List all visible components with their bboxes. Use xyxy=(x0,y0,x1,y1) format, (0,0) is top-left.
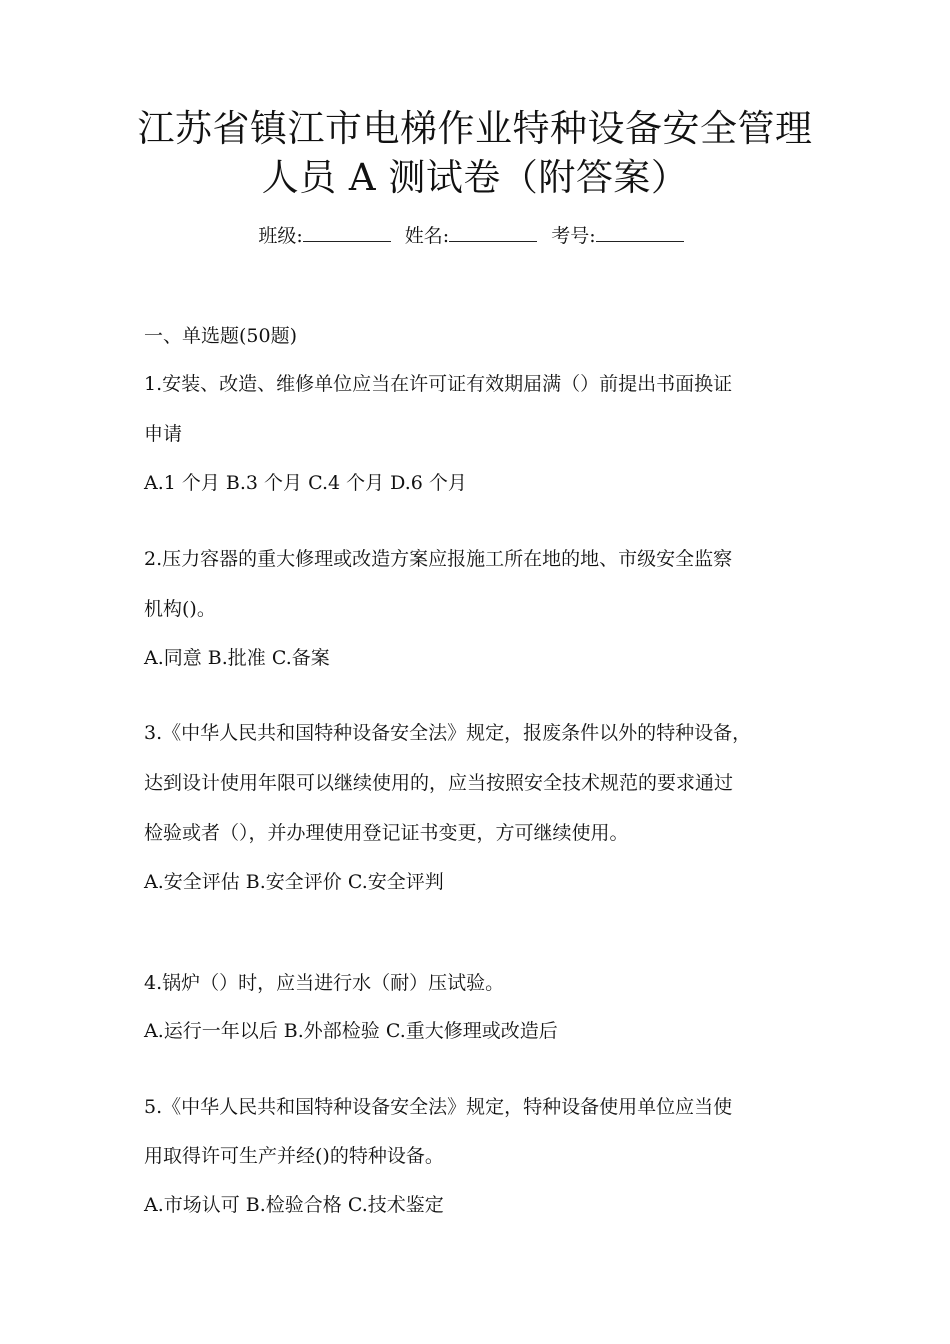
question-2-options: A.同意 B.批准 C.备案 xyxy=(144,647,330,669)
student-info-row xyxy=(0,222,950,250)
question-1-text-line-1: 1.安装、改造、维修单位应当在许可证有效期届满（）前提出书面换证 xyxy=(144,373,733,395)
class-label: 班级: xyxy=(258,225,303,247)
question-1-options: A.1 个月 B.3 个月 C.4 个月 D.6 个月 xyxy=(144,472,467,494)
document-title-line-1: 江苏省镇江市电梯作业特种设备安全管理 xyxy=(137,107,813,150)
name-blank xyxy=(449,223,537,242)
section-heading: 一、单选题(50题) xyxy=(144,325,298,347)
question-3-options: A.安全评估 B.安全评价 C.安全评判 xyxy=(144,871,444,893)
question-1-text-line-2: 申请 xyxy=(144,423,183,445)
name-label: 姓名: xyxy=(404,225,450,247)
document-title-line-2: 人员 A 测试卷（附答案） xyxy=(261,156,689,199)
question-3-text-line-2: 达到设计使用年限可以继续使用的，应当按照安全技术规范的要求通过 xyxy=(144,772,734,794)
exam-number-label: 考号: xyxy=(551,225,596,247)
exam-number-blank xyxy=(596,223,684,242)
question-5-text-line-2: 用取得许可生产并经()的特种设备。 xyxy=(144,1145,444,1167)
question-5-text-line-1: 5.《中华人民共和国特种设备安全法》规定，特种设备使用单位应当使 xyxy=(144,1096,733,1118)
question-4-options: A.运行一年以后 B.外部检验 C.重大修理或改造后 xyxy=(144,1020,558,1042)
question-5-options: A.市场认可 B.检验合格 C.技术鉴定 xyxy=(144,1194,444,1216)
class-blank xyxy=(303,223,391,242)
question-2-text-line-2: 机构()。 xyxy=(144,598,216,620)
question-2-text-line-1: 2.压力容器的重大修理或改造方案应报施工所在地的地、市级安全监察 xyxy=(144,548,733,570)
question-3-text-line-3: 检验或者（），并办理使用登记证书变更，方可继续使用。 xyxy=(144,822,629,844)
question-4-text-line-1: 4.锅炉（）时，应当进行水（耐）压试验。 xyxy=(144,972,505,994)
question-3-text-line-1: 3.《中华人民共和国特种设备安全法》规定，报废条件以外的特种设备， xyxy=(144,722,752,744)
